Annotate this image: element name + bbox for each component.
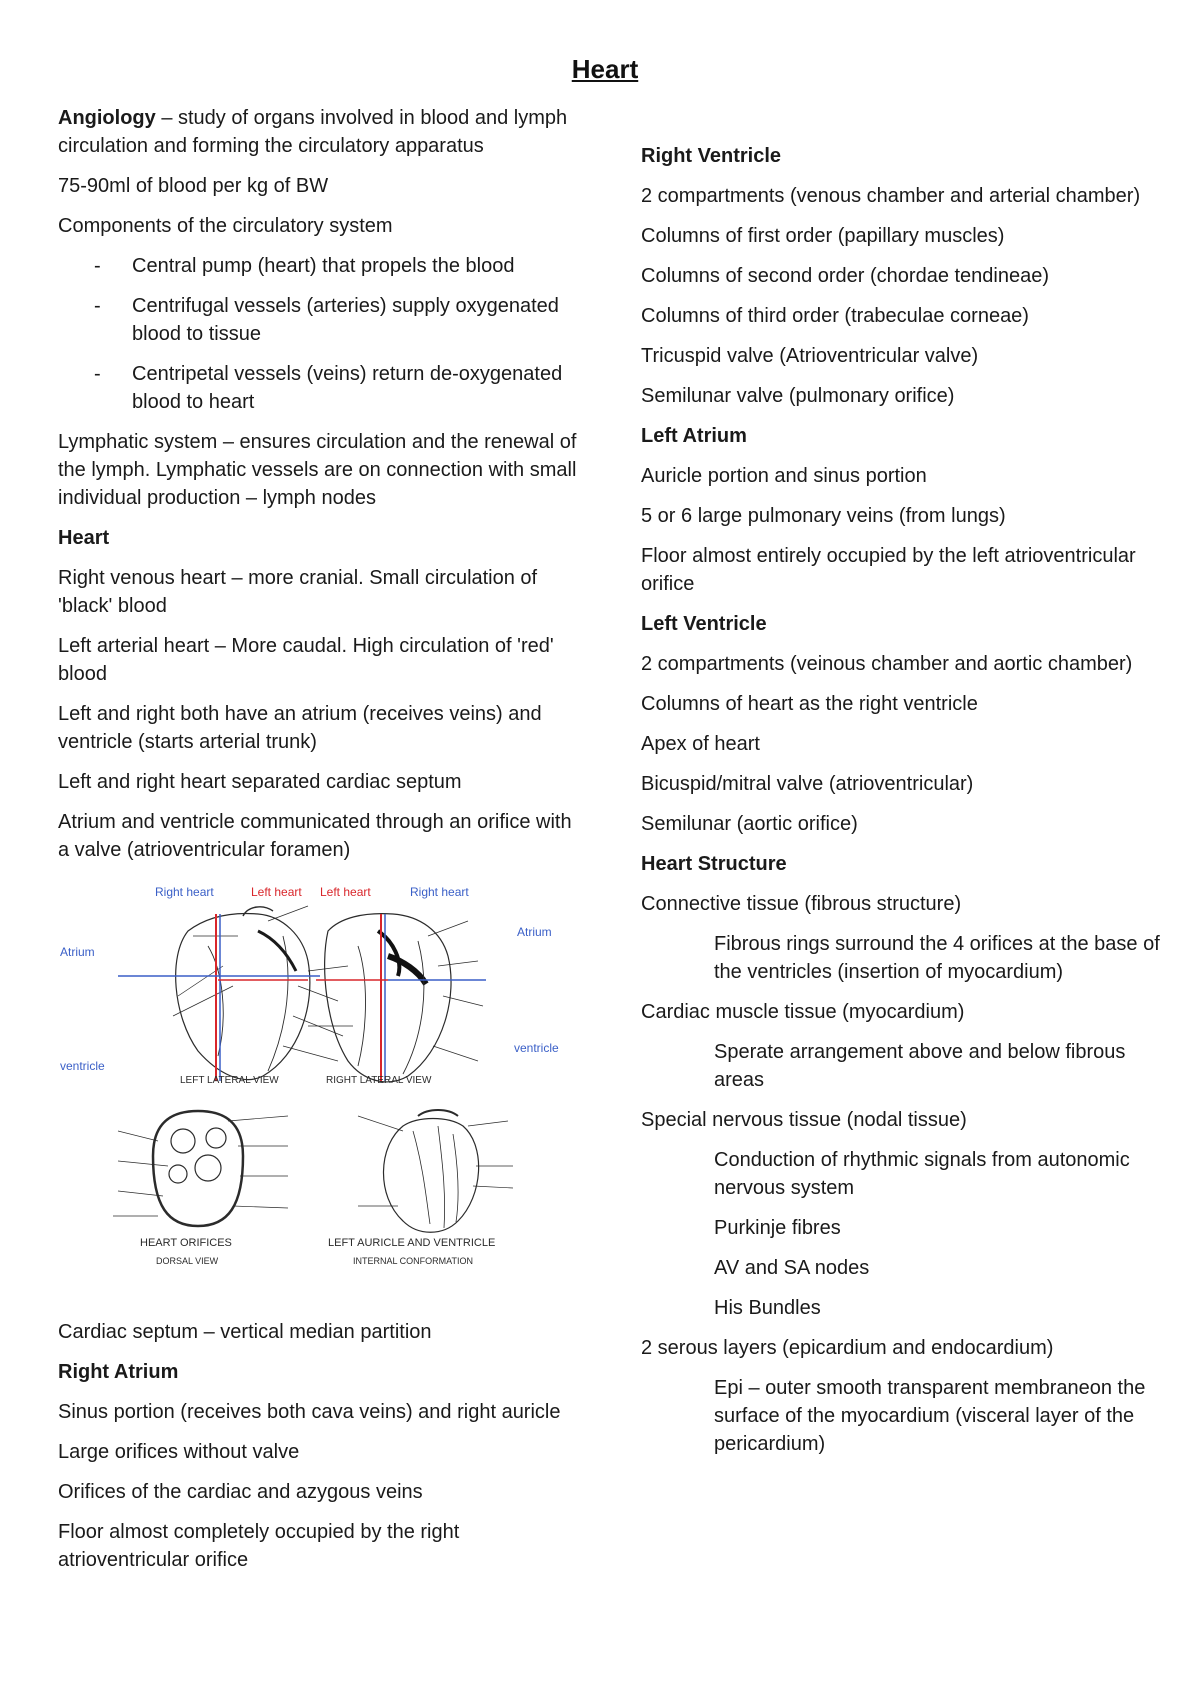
label-ventricle: ventricle — [514, 1041, 559, 1055]
lymphatic-system: Lymphatic system – ensures circulation and the renewal of the lymph. Lymphatic vessels are on connection with small individual production – lymph nodes — [58, 431, 577, 509]
section-heading-right-atrium: Right Atrium — [58, 1361, 179, 1383]
left-lateral-heart-drawing — [173, 906, 343, 1080]
right-lateral-heart-drawing — [308, 914, 483, 1082]
right-ventricle-point: Columns of third order (trabeculae corneae) — [641, 305, 1029, 327]
caption-left-auricle-ventricle: LEFT AURICLE AND VENTRICLE — [328, 1237, 496, 1249]
left-auricle-ventricle-drawing — [358, 1110, 513, 1232]
angiology-term: Angiology — [58, 107, 156, 129]
label-left-heart: Left heart — [320, 885, 371, 899]
cardiac-septum: Cardiac septum – vertical median partition — [58, 1321, 432, 1343]
angiology-definition: Angiology – study of organs involved in blood and lymph circulation and forming the circulatory apparatus — [58, 107, 568, 157]
structure-subitem: Fibrous rings surround the 4 orifices at the base of the ventricles (insertion of myocardium) — [714, 933, 1160, 983]
right-ventricle-point: Tricuspid valve (Atrioventricular valve) — [641, 345, 979, 367]
blood-volume: 75-90ml of blood per kg of BW — [58, 175, 329, 197]
structure-item: Cardiac muscle tissue (myocardium) — [641, 1001, 965, 1023]
label-atrium: Atrium — [60, 945, 95, 959]
right-ventricle-point: Columns of second order (chordae tendineae) — [641, 265, 1050, 287]
right-ventricle-point: 2 compartments (venous chamber and arterial chamber) — [641, 185, 1141, 207]
caption-heart-orifices: HEART ORIFICES — [140, 1237, 232, 1249]
right-atrium-point: Sinus portion (receives both cava veins) and right auricle — [58, 1401, 561, 1423]
left-ventricle-point: Bicuspid/mitral valve (atrioventricular) — [641, 773, 974, 795]
section-heading-heart-structure: Heart Structure — [641, 853, 787, 875]
heart-orifices-drawing — [113, 1111, 288, 1226]
section-heading-right-ventricle: Right Ventricle — [641, 145, 782, 167]
left-atrium-point: Auricle portion and sinus portion — [641, 465, 927, 487]
left-ventricle-point: 2 compartments (veinous chamber and aortic chamber) — [641, 653, 1133, 675]
label-atrium: Atrium — [517, 925, 552, 939]
section-heading-left-atrium: Left Atrium — [641, 425, 747, 447]
caption-dorsal-view: DORSAL VIEW — [156, 1256, 219, 1266]
list-item: - Centripetal vessels (veins) return de-oxygenated blood to heart — [94, 363, 563, 413]
caption-internal-conformation: INTERNAL CONFORMATION — [353, 1256, 474, 1266]
heart-point: Left and right both have an atrium (receives veins) and ventricle (starts arterial trunk) — [58, 703, 542, 753]
structure-item: Special nervous tissue (nodal tissue) — [641, 1109, 967, 1131]
right-column — [641, 142, 1161, 1470]
heart-point: Atrium and ventricle communicated through an orifice with a valve (atrioventricular foramen) — [58, 811, 572, 861]
heart-anatomy-illustration — [58, 876, 578, 1306]
heart-anatomy-figure — [58, 876, 578, 1306]
left-atrium-point: 5 or 6 large pulmonary veins (from lungs) — [641, 505, 1006, 527]
structure-item: 2 serous layers (epicardium and endocardium) — [641, 1337, 1054, 1359]
label-left-heart: Left heart — [251, 885, 302, 899]
left-column — [58, 104, 578, 1586]
structure-subitem: Conduction of rhythmic signals from autonomic nervous system — [714, 1149, 1130, 1199]
right-ventricle-point: Columns of first order (papillary muscles) — [641, 225, 1005, 247]
structure-subitem: AV and SA nodes — [714, 1257, 870, 1279]
structure-item: Connective tissue (fibrous structure) — [641, 893, 962, 915]
left-ventricle-point: Columns of heart as the right ventricle — [641, 693, 978, 715]
right-atrium-point: Large orifices without valve — [58, 1441, 300, 1463]
left-atrium-point: Floor almost entirely occupied by the left atrioventricular orifice — [641, 545, 1136, 595]
label-ventricle: ventricle — [60, 1059, 105, 1073]
caption-left-lateral-view: LEFT LATERAL VIEW — [180, 1075, 279, 1086]
section-heading-left-ventricle: Left Ventricle — [641, 613, 767, 635]
components-heading: Components of the circulatory system — [58, 215, 393, 237]
structure-subitem: Epi – outer smooth transparent membraneon the surface of the myocardium (visceral layer of the pericardium) — [714, 1377, 1146, 1455]
right-atrium-point: Floor almost completely occupied by the right atrioventricular orifice — [58, 1521, 460, 1571]
list-item: - Centrifugal vessels (arteries) supply oxygenated blood to tissue — [94, 295, 559, 345]
right-atrium-point: Orifices of the cardiac and azygous veins — [58, 1481, 423, 1503]
structure-subitem: Sperate arrangement above and below fibrous areas — [714, 1041, 1126, 1091]
section-heading-heart: Heart — [58, 527, 110, 549]
structure-subitem: His Bundles — [714, 1297, 821, 1319]
page-title: Heart — [571, 54, 639, 84]
heart-point: Right venous heart – more cranial. Small circulation of 'black' blood — [58, 567, 538, 617]
caption-right-lateral-view: RIGHT LATERAL VIEW — [326, 1075, 432, 1086]
label-right-heart: Right heart — [155, 885, 214, 899]
label-right-heart: Right heart — [410, 885, 469, 899]
left-ventricle-point: Semilunar (aortic orifice) — [641, 813, 858, 835]
list-item: - Central pump (heart) that propels the blood — [94, 255, 515, 277]
left-ventricle-point: Apex of heart — [641, 733, 760, 755]
structure-subitem: Purkinje fibres — [714, 1217, 841, 1239]
heart-point: Left and right heart separated cardiac septum — [58, 771, 462, 793]
right-ventricle-point: Semilunar valve (pulmonary orifice) — [641, 385, 955, 407]
heart-point: Left arterial heart – More caudal. High circulation of 'red' blood — [58, 635, 554, 685]
